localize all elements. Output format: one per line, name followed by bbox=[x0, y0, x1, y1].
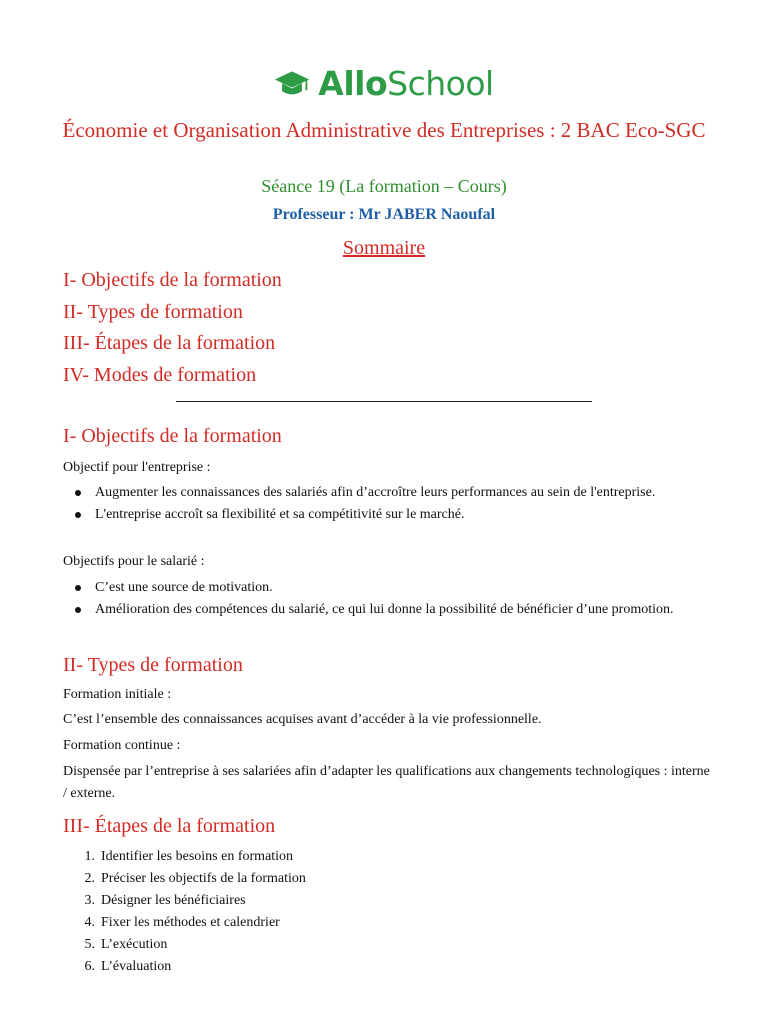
toc-item[interactable]: I- Objectifs de la formation bbox=[63, 269, 282, 291]
formation-continue-text: Dispensée par l’entreprise à ses salariées afin d’adapter les qualifications aux changements technologiques : interne / externe. bbox=[63, 764, 710, 801]
step-text: Identifier les besoins en formation bbox=[101, 849, 294, 864]
bullets-entreprise bbox=[63, 482, 703, 526]
step-number: 3. bbox=[84, 893, 95, 908]
session-subtitle: Séance 19 (La formation – Cours) bbox=[261, 176, 507, 196]
sommaire-heading: Sommaire bbox=[342, 237, 426, 259]
step-number: 6. bbox=[84, 959, 95, 974]
list-item: Amélioration des compétences du salarié, ce qui lui donne la possibilité de bénéficier d’une promotion. bbox=[63, 599, 703, 621]
list-item bbox=[63, 934, 703, 956]
toc-item[interactable]: III- Étapes de la formation bbox=[63, 332, 276, 354]
logo-wordmark bbox=[318, 63, 494, 103]
intro-salarie: Objectifs pour le salarié : bbox=[63, 554, 205, 569]
bullets-salarie bbox=[63, 577, 703, 621]
step-text: L’exécution bbox=[101, 937, 168, 952]
list-item bbox=[63, 846, 703, 868]
list-item bbox=[63, 890, 703, 912]
step-number: 1. bbox=[84, 849, 95, 864]
list-item: C’est une source de motivation. bbox=[63, 577, 703, 599]
list-item bbox=[63, 956, 703, 978]
graduation-cap-icon bbox=[274, 66, 310, 102]
section-heading-types: II- Types de formation bbox=[63, 654, 243, 676]
step-text: L’évaluation bbox=[101, 959, 172, 974]
section-heading-objectifs: I- Objectifs de la formation bbox=[63, 425, 282, 447]
step-number: 5. bbox=[84, 937, 95, 952]
list-item: L'entreprise accroît sa flexibilité et sa compétitivité sur le marché. bbox=[63, 504, 703, 526]
step-number: 2. bbox=[84, 871, 95, 886]
step-number: 4. bbox=[84, 915, 95, 930]
logo-text-regular: School bbox=[387, 63, 494, 103]
formation-continue-label: Formation continue : bbox=[63, 738, 181, 753]
toc-item[interactable]: IV- Modes de formation bbox=[63, 363, 257, 386]
alloschool-logo bbox=[0, 64, 768, 102]
divider bbox=[176, 401, 592, 402]
step-text: Préciser les objectifs de la formation bbox=[101, 871, 306, 886]
list-item: Augmenter les connaissances des salariés afin d’accroître leurs performances au sein de l'entreprise. bbox=[63, 482, 703, 504]
step-text: Désigner les bénéficiaires bbox=[101, 893, 246, 908]
step-text: Fixer les méthodes et calendrier bbox=[101, 915, 280, 930]
formation-initiale-text: C’est l’ensemble des connaissances acquises avant d’accéder à la vie professionnelle. bbox=[63, 712, 542, 727]
toc-item[interactable]: II- Types de formation bbox=[63, 300, 243, 323]
list-item bbox=[63, 868, 703, 890]
table-of-contents bbox=[63, 266, 282, 392]
document-title: Économie et Organisation Administrative des Entreprises : 2 BAC Eco-SGC bbox=[62, 118, 706, 142]
logo-text-bold: Allo bbox=[318, 63, 388, 103]
section-heading-etapes: III- Étapes de la formation bbox=[63, 815, 276, 837]
steps-list bbox=[63, 846, 703, 978]
intro-entreprise: Objectif pour l'entreprise : bbox=[63, 460, 211, 475]
formation-initiale-label: Formation initiale : bbox=[63, 687, 172, 702]
professor-name: Professeur : Mr JABER Naoufal bbox=[272, 206, 496, 223]
list-item bbox=[63, 912, 703, 934]
